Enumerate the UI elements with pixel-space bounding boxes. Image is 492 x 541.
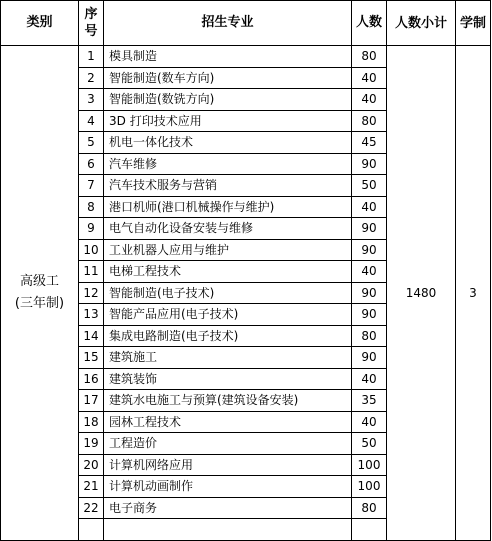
count-cell: 80	[352, 110, 387, 132]
duration-cell: 3	[456, 46, 491, 541]
major-cell: 计算机网络应用	[104, 454, 352, 476]
major-cell: 机电一体化技术	[104, 132, 352, 154]
seq-cell: 14	[79, 325, 104, 347]
count-cell: 40	[352, 368, 387, 390]
header-row	[1, 1, 491, 46]
major-cell: 电子商务	[104, 497, 352, 519]
header-subtotal: 人数小计	[387, 1, 456, 46]
seq-cell: 2	[79, 67, 104, 89]
seq-cell: 6	[79, 153, 104, 175]
major-cell: 智能制造(数铣方向)	[104, 89, 352, 111]
header-major: 招生专业	[104, 1, 352, 46]
seq-cell: 22	[79, 497, 104, 519]
major-cell: 计算机动画制作	[104, 476, 352, 498]
major-cell: 3D 打印技术应用	[104, 110, 352, 132]
seq-cell: 15	[79, 347, 104, 369]
major-cell: 建筑施工	[104, 347, 352, 369]
major-cell: 工业机器人应用与维护	[104, 239, 352, 261]
major-cell: 园林工程技术	[104, 411, 352, 433]
count-cell: 90	[352, 218, 387, 240]
count-cell: 40	[352, 196, 387, 218]
seq-cell: 5	[79, 132, 104, 154]
major-cell: 汽车技术服务与营销	[104, 175, 352, 197]
category-line1: 高级工	[19, 273, 59, 289]
major-cell: 智能产品应用(电子技术)	[104, 304, 352, 326]
seq-cell: 10	[79, 239, 104, 261]
header-count: 人数	[352, 1, 387, 46]
major-cell: 智能制造(电子技术)	[104, 282, 352, 304]
count-cell: 40	[352, 89, 387, 111]
major-cell: 建筑水电施工与预算(建筑设备安装)	[104, 390, 352, 412]
major-cell: 电气自动化设备安装与维修	[104, 218, 352, 240]
count-cell: 100	[352, 476, 387, 498]
count-cell: 90	[352, 239, 387, 261]
count-cell: 40	[352, 67, 387, 89]
table-row	[1, 46, 491, 68]
count-cell: 45	[352, 132, 387, 154]
major-cell: 模具制造	[104, 46, 352, 68]
major-cell: 智能制造(数车方向)	[104, 67, 352, 89]
count-cell: 100	[352, 454, 387, 476]
count-cell: 40	[352, 261, 387, 283]
seq-cell: 18	[79, 411, 104, 433]
seq-cell: 21	[79, 476, 104, 498]
seq-cell: 7	[79, 175, 104, 197]
seq-cell: 11	[79, 261, 104, 283]
count-cell: 80	[352, 497, 387, 519]
count-cell: 80	[352, 325, 387, 347]
subtotal-cell: 1480	[387, 46, 456, 541]
seq-cell: 8	[79, 196, 104, 218]
category-cell	[1, 46, 79, 541]
seq-cell: 4	[79, 110, 104, 132]
count-cell: 40	[352, 411, 387, 433]
count-cell: 50	[352, 433, 387, 455]
count-cell: 90	[352, 304, 387, 326]
major-cell: 建筑装饰	[104, 368, 352, 390]
empty-cell	[104, 519, 352, 541]
seq-cell: 9	[79, 218, 104, 240]
empty-cell	[352, 519, 387, 541]
count-cell: 90	[352, 347, 387, 369]
major-cell: 集成电路制造(电子技术)	[104, 325, 352, 347]
seq-cell: 16	[79, 368, 104, 390]
count-cell: 80	[352, 46, 387, 68]
seq-cell: 3	[79, 89, 104, 111]
count-cell: 50	[352, 175, 387, 197]
count-cell: 90	[352, 282, 387, 304]
seq-cell: 17	[79, 390, 104, 412]
category-line2: (三年制)	[14, 295, 65, 311]
header-seq: 序号	[79, 1, 104, 46]
seq-cell: 12	[79, 282, 104, 304]
major-cell: 港口机师(港口机械操作与维护)	[104, 196, 352, 218]
header-category: 类别	[1, 1, 79, 46]
seq-cell: 20	[79, 454, 104, 476]
major-cell: 工程造价	[104, 433, 352, 455]
header-duration: 学制	[456, 1, 491, 46]
seq-cell: 19	[79, 433, 104, 455]
count-cell: 35	[352, 390, 387, 412]
major-cell: 汽车维修	[104, 153, 352, 175]
table-body	[1, 46, 491, 541]
count-cell: 90	[352, 153, 387, 175]
seq-cell: 13	[79, 304, 104, 326]
empty-cell	[79, 519, 104, 541]
major-cell: 电梯工程技术	[104, 261, 352, 283]
seq-cell: 1	[79, 46, 104, 68]
